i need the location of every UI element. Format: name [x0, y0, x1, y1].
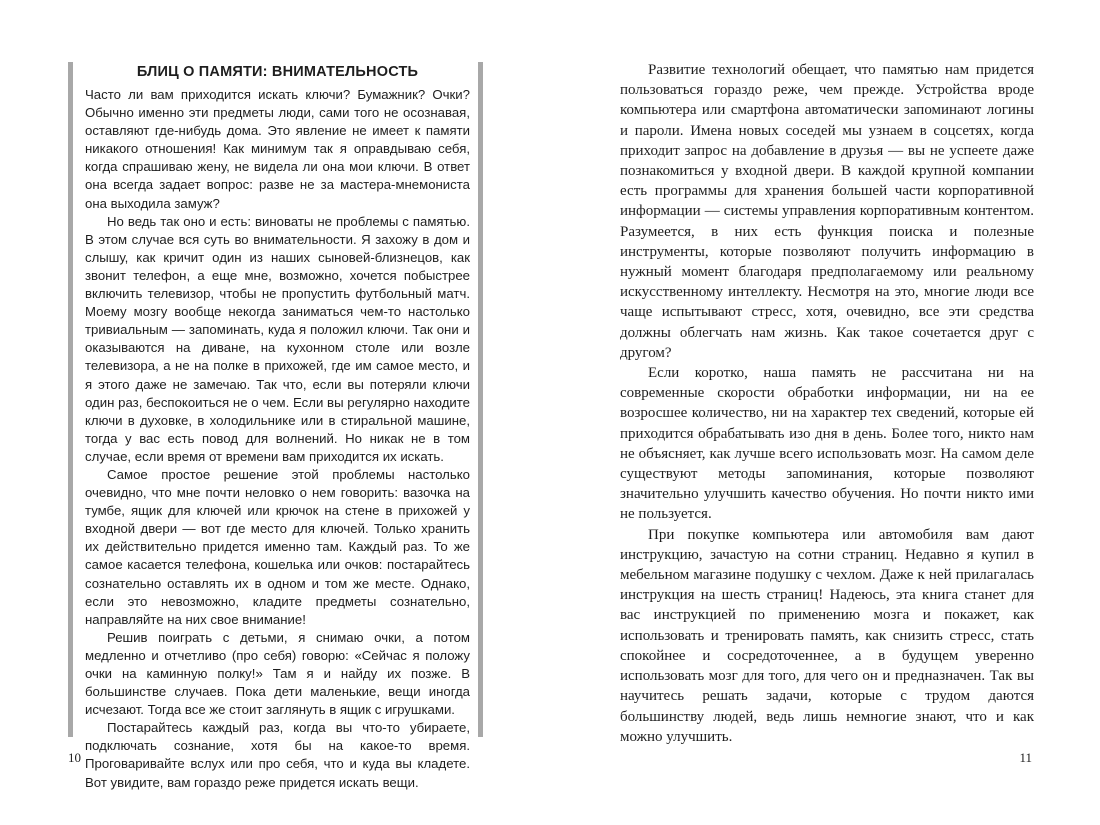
sidebar-title: БЛИЦ О ПАМЯТИ: ВНИМАТЕЛЬНОСТЬ: [136, 64, 419, 80]
body-paragraph: Если коротко, наша память не рассчитана ни на современные скорости обработки информации, ни на ее возросшее количество, ни на характер тех сведений, которые ей приходится обрабатывать изо дня в день. Более того, никто нам не объясняет, как лучше всего использовать мозг. На самом деле существуют методы запоминания, которые позволяют значительно улучшить качество обучения. Но почти никто ими не пользуется.: [620, 365, 1034, 523]
sidebar-paragraph: Часто ли вам приходится искать ключи? Бумажник? Очки? Обычно именно эти предметы люди, сами того не осознавая, оставляют где-нибудь дома. Это явление не имеет к памяти никакого отношения! Как минимум так я оправдываю себя, когда спрашиваю жену, не видела ли она мои ключи. В ответ она всегда задает вопрос: разве не за мастера-мнемониста она выходила замуж?: [85, 87, 470, 211]
body-paragraph: При покупке компьютера или автомобиля вам дают инструкцию, зачастую на сотни страниц. Недавно я купил в мебельном магазине подушку с чехлом. Даже к ней прилагалась инструкция на шесть страниц! Надеюсь, эта книга станет для вас инструкцией по применению мозга и покажет, как использовать и тренировать память, как снизить стресс, стать спокойнее и сосредоточеннее, а в будущем уверенно использовать мозг для того, для чего он и предназначен. Так вы научитесь решать задачи, которые с трудом даются большинству людей, ведь лишь немногие знают, что и как можно улучшить.: [620, 526, 1034, 745]
sidebar-paragraph: Решив поиграть с детьми, я снимаю очки, а потом медленно и отчетливо (про себя) говорю: «Сейчас я положу очки на каминную полку!» Там я и найду их позже. В большинстве случаев. Пока дети маленькие, вещи иногда исчезают. Тогда все же стоит заглянуть в ящик с игрушками.: [85, 629, 470, 718]
sidebar-paragraph: Постарайтесь каждый раз, когда вы что-то убираете, подключать сознание, хотя бы на какое-то время. Проговаривайте вслух или про себя, что и куда вы кладете. Вот увидите, вам гораздо реже придется искать вещи.: [85, 720, 470, 790]
sidebar-paragraph: Но ведь так оно и есть: виноваты не проблемы с памятью. В этом случае вся суть во внимательности. Я захожу в дом и слышу, как кричит один из наших сыновей-близнецов, как звонит телефон, а еще мне, возможно, хочется побыстрее включить телевизор, чтобы не пропустить футбольный матч. Моему мозгу вообще некогда заниматься чем-то настолько тривиальным — запоминать, куда я положил ключи. Так они и оказываются на диване, на кухонном столе или возле телевизора, а не на полке в прихожей, где им самое место, и я этого даже не замечаю. Так что, если вы потеряли ключи один раз, беспокоиться не о чем. Если вы регулярно находите ключи в духовке, в холодильнике или в стиральной машине, тогда у вас есть повод для волнений. Но никак не в том случае, если время от времени вам приходится их искать.: [85, 213, 470, 464]
sidebar-paragraph: Самое простое решение этой проблемы настолько очевидно, что мне почти неловко о нем говорить: вазочка на тумбе, ящик для ключей или крючок на стене в прихожей у входной двери — вот где место для ключей. Только хранить их действительно придется именно там. Каждый раз. То же самое касается телефона, кошелька или очков: постарайтесь сознательно оставлять их в одном и том же месте. Однако, если это невозможно, кладите предметы сознательно, направляйте на них свое внимание!: [85, 466, 470, 627]
page-number: 11: [1019, 750, 1032, 765]
page-number: 10: [68, 750, 81, 765]
body-text: [620, 60, 1034, 747]
right-page: [550, 0, 1100, 825]
body-paragraph: Развитие технологий обещает, что памятью нам придется пользоваться гораздо реже, чем прежде. Устройства вроде компьютера или смартфона автоматически запоминают логины и пароли. Имена новых соседей мы узнаем в соцсетях, когда приходит запрос на добавление в друзья — вы не успеете даже познакомиться у входной двери. В каждой крупной компании есть программы для хранения большей части корпоративной информации — системы управления корпоративным контентом. Разумеется, в них есть функция поиска и полезные инструменты, которые позволяют получить информацию в нужный момент благодаря предполагаемому или реальному искусственному интеллекту. Несмотря на это, многие люди все чаще испытывают стресс, хотя, очевидно, все эти средства должны облегчать нам жизнь. Как такое сочетается друг с другом?: [620, 62, 1034, 361]
